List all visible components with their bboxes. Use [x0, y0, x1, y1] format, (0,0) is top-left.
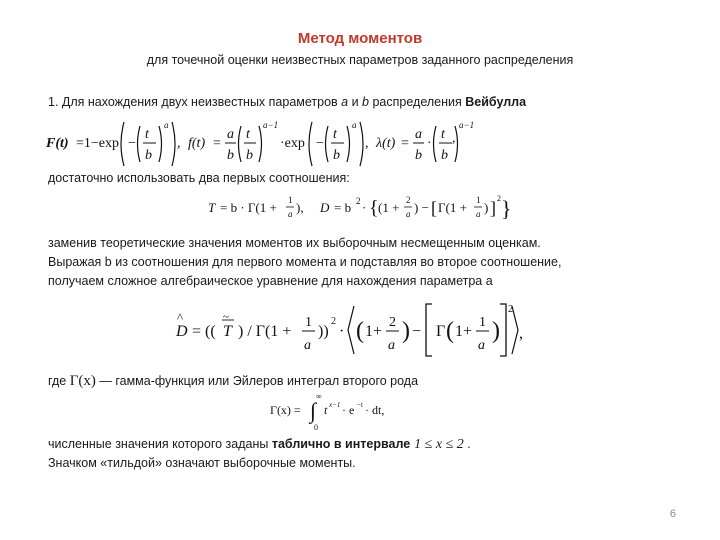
svg-text:−: − [128, 136, 136, 151]
svg-text:T: T [208, 200, 216, 215]
svg-text:(1 +: (1 + [378, 200, 400, 215]
svg-text:−t: −t [357, 401, 363, 409]
para-replace-line-2: Выражая b из соотношения для первого момента и подставляя во второе соотношение, [48, 255, 562, 269]
slide-subtitle: для точечной оценки неизвестных параметров заданного распределения [146, 53, 574, 67]
svg-text:a: a [304, 338, 311, 353]
tilde-line: Значком «тильдой» означают выборочные моменты. [48, 456, 356, 470]
svg-text:F(t): F(t) [46, 136, 69, 151]
svg-text:2: 2 [389, 315, 396, 330]
slide-title: Метод моментов [297, 30, 423, 47]
svg-text:=: = [213, 136, 221, 151]
svg-text:a: a [288, 209, 293, 219]
svg-text:t: t [324, 403, 328, 417]
svg-text:∞: ∞ [316, 392, 322, 401]
formula-comma: , [452, 131, 456, 146]
svg-text:2: 2 [406, 195, 411, 205]
svg-text:= b: = b [334, 200, 352, 215]
svg-text:T: T [223, 323, 232, 340]
gamma-line: где Γ(x) — гамма-функция или Эйлеров интеграл второго рода [48, 373, 419, 389]
svg-text:b: b [246, 148, 253, 163]
svg-text:=: = [401, 136, 409, 151]
interval-range: 1 ≤ x ≤ 2 [414, 437, 464, 452]
moments-formulas [208, 190, 512, 229]
svg-text:,: , [365, 136, 369, 151]
svg-text:a: a [352, 120, 357, 130]
svg-text:· e: · e [342, 403, 355, 417]
dhat-equation [176, 298, 526, 367]
svg-text:2: 2 [356, 196, 361, 206]
svg-text:(: ( [446, 318, 454, 344]
svg-text:·exp: ·exp [280, 136, 305, 151]
item1-text: 1. Для нахождения двух неизвестных параметров a и b распределения Вейбулла [48, 95, 527, 109]
svg-text:t: t [441, 127, 445, 142]
svg-text:−: − [412, 323, 422, 340]
svg-text:−: − [316, 136, 324, 151]
svg-text:): ) [484, 200, 489, 215]
svg-text:2: 2 [508, 304, 513, 315]
svg-text:2: 2 [331, 316, 336, 327]
svg-text:1: 1 [479, 315, 486, 330]
svg-text:λ(t): λ(t) [376, 136, 396, 151]
svg-text:t: t [333, 127, 337, 142]
svg-text:b: b [441, 148, 448, 163]
svg-text:Γ(1 +: Γ(1 + [438, 200, 467, 215]
svg-text:D: D [320, 200, 330, 215]
svg-text:b: b [145, 148, 152, 163]
svg-text:1+: 1+ [365, 323, 383, 340]
svg-text:0: 0 [314, 423, 318, 432]
svg-text:[: [ [431, 198, 437, 218]
svg-text:a: a [476, 209, 481, 219]
svg-text:=1−exp: =1−exp [76, 136, 120, 151]
svg-text:) / Γ(1 +: ) / Γ(1 + [238, 323, 292, 340]
svg-text:1: 1 [305, 315, 312, 330]
svg-text:1: 1 [476, 195, 481, 205]
svg-text:= b · Γ(1 +: = b · Γ(1 + [220, 200, 277, 215]
svg-text:1+: 1+ [455, 323, 473, 340]
svg-text:}: } [501, 196, 512, 221]
svg-text:a: a [164, 120, 169, 130]
gamma-integral [270, 388, 390, 437]
svg-text:a−1: a−1 [263, 120, 279, 130]
svg-text:): ) [492, 318, 500, 344]
svg-text:t: t [246, 127, 250, 142]
svg-text:)): )) [318, 323, 329, 340]
svg-text:,: , [177, 136, 181, 151]
svg-text:· dt,: · dt, [365, 403, 385, 417]
svg-text:b: b [227, 148, 234, 163]
svg-text:) −: ) − [414, 200, 429, 215]
svg-text:a: a [478, 338, 485, 353]
svg-text:x−1: x−1 [329, 401, 341, 409]
para-replace-line-3: получаем сложное алгебраическое уравнение для нахождения параметра a [48, 274, 493, 288]
svg-text:∫: ∫ [310, 398, 317, 423]
svg-text:{: { [369, 197, 379, 219]
svg-text:]: ] [490, 198, 496, 218]
svg-text:2: 2 [497, 194, 501, 203]
svg-text:Γ(x) =: Γ(x) = [270, 403, 301, 417]
table-line: численные значения которого заданы таблично в интервале 1 ≤ x ≤ 2 . [48, 437, 471, 452]
svg-text:t: t [145, 127, 149, 142]
svg-text:a: a [415, 127, 422, 142]
svg-text:a−1: a−1 [459, 120, 475, 130]
svg-text:Γ: Γ [436, 323, 446, 340]
svg-text:^: ^ [177, 310, 184, 325]
sufficient-text: достаточно использовать два первых соотношения: [48, 171, 350, 185]
svg-text:f(t): f(t) [188, 136, 206, 151]
svg-text:): ) [402, 318, 410, 344]
svg-text:b: b [333, 148, 340, 163]
svg-text:(: ( [356, 318, 364, 344]
svg-text:),: ), [296, 200, 304, 215]
para-replace-line-1: заменив теоретические значения моментов их выборочным несмещенным оценкам. [48, 236, 541, 250]
svg-text:1: 1 [288, 195, 293, 205]
svg-text:·: · [339, 323, 345, 340]
svg-text:b: b [415, 148, 422, 163]
svg-text:a: a [227, 127, 234, 142]
page-number: 6 [669, 508, 676, 520]
gamma-symbol: Γ(x) [69, 373, 96, 389]
svg-text:·: · [427, 136, 432, 151]
svg-text:a: a [388, 338, 395, 353]
svg-text:·: · [362, 200, 367, 215]
svg-text:~: ~ [223, 311, 229, 323]
svg-text:D: D [176, 323, 188, 340]
svg-text:,: , [519, 325, 523, 342]
svg-text:a: a [406, 209, 411, 219]
svg-text:= ((: = (( [192, 323, 216, 340]
